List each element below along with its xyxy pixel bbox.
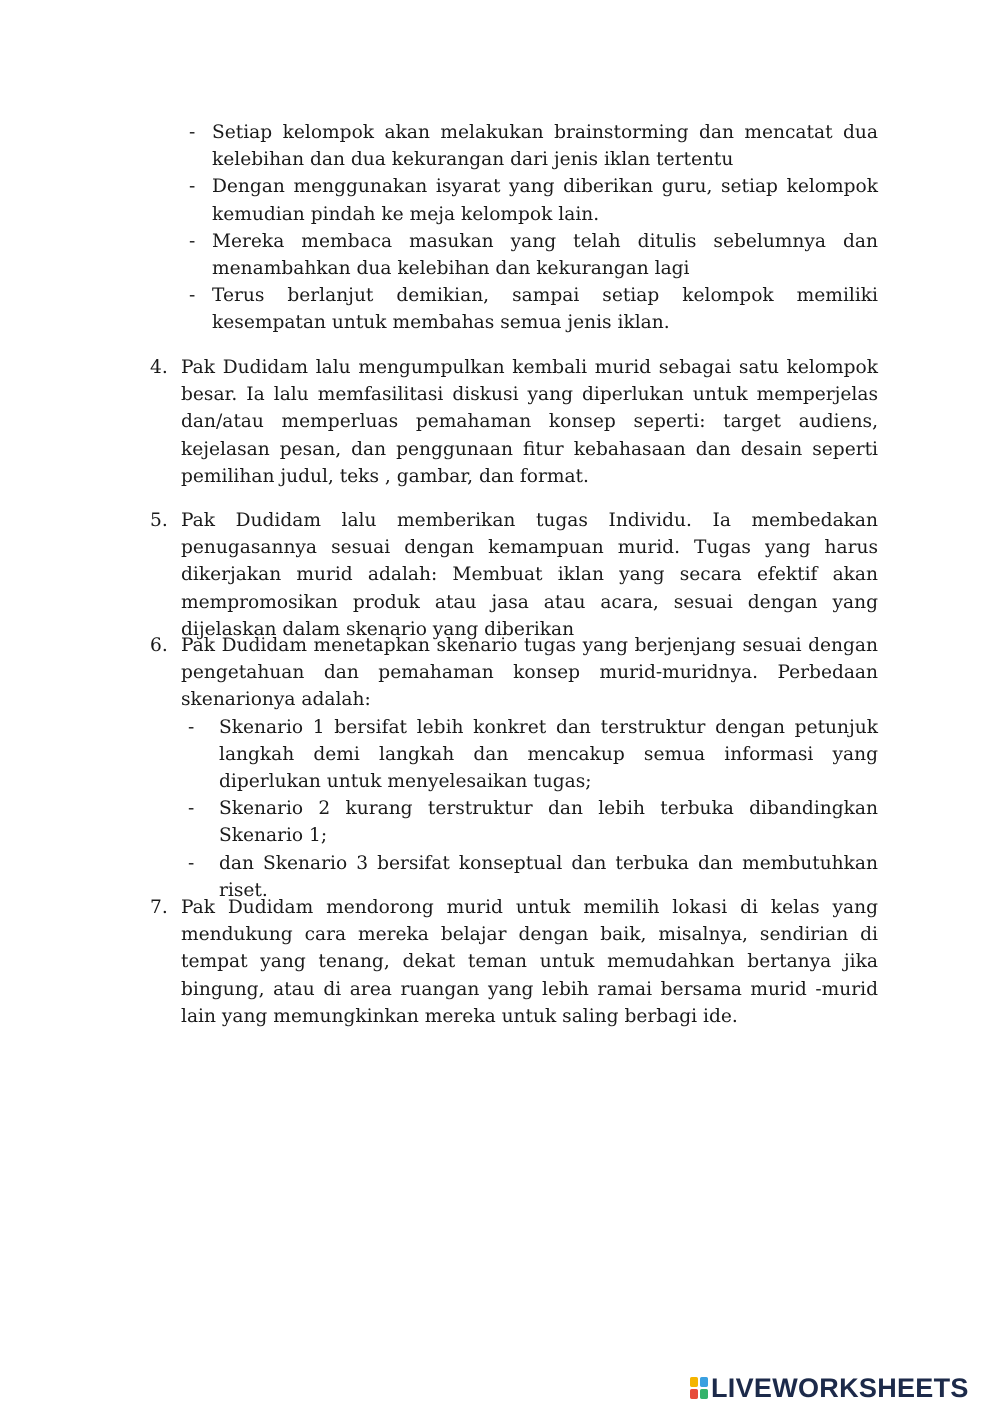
bullet-dash: -	[188, 716, 195, 738]
logo-square-red	[690, 1389, 698, 1399]
bullet-item	[189, 173, 878, 227]
sub-bullet-text: Skenario 2 kurang terstruktur dan lebih terbuka dibandingkan Skenario 1;	[219, 798, 878, 847]
numbered-item-5	[150, 507, 878, 643]
logo-text: LIVEWORKSHEETS	[711, 1372, 969, 1403]
logo-square-yellow	[690, 1377, 698, 1387]
item-text: Pak Dudidam menetapkan skenario tugas yang berjenjang sesuai dengan pengetahuan dan pemahaman konsep murid-muridnya. Perbedaan skenarionya adalah:	[181, 635, 878, 711]
sub-bullet-item	[188, 714, 878, 796]
item-text: Pak Dudidam lalu mengumpulkan kembali murid sebagai satu kelompok besar. Ia lalu memfasilitasi diskusi yang diperlukan untuk memperjelas dan/atau memperluas pemahaman konsep seperti: target audiens, kejelasan pesan, dan penggunaan fitur kebahasaan dan desain seperti pemilihan judul, teks , gambar, dan format.	[181, 357, 878, 487]
item-number: 7.	[150, 897, 168, 918]
numbered-item-7	[150, 894, 878, 1030]
top-bullet-list	[189, 119, 878, 337]
item-number: 6.	[150, 635, 168, 656]
bullet-text: Mereka membaca masukan yang telah ditulis sebelumnya dan menambahkan dua kelebihan dan kekurangan lagi	[212, 230, 878, 280]
bullet-dash: -	[188, 852, 195, 874]
bullet-item	[189, 282, 878, 336]
logo-square-blue	[700, 1377, 708, 1387]
logo-square-green	[700, 1389, 708, 1399]
bullet-item	[189, 119, 878, 173]
sub-bullet-text: Skenario 1 bersifat lebih konkret dan terstruktur dengan petunjuk langkah demi langkah dan mencakup semua informasi yang diperlukan untuk menyelesaikan tugas;	[219, 716, 878, 793]
logo-mark-icon	[690, 1377, 708, 1399]
bullet-text: Dengan menggunakan isyarat yang diberikan guru, setiap kelompok kemudian pindah ke meja kelompok lain.	[212, 176, 878, 225]
bullet-item	[189, 228, 878, 282]
bullet-dash: -	[189, 230, 196, 252]
item-text: Pak Dudidam lalu memberikan tugas Individu. Ia membedakan penugasannya sesuai dengan kemampuan murid. Tugas yang harus dikerjakan murid adalah: Membuat iklan yang secara efektif akan mempromosikan produk atau jasa atau acara, sesuai dengan yang dijelaskan dalam skenario yang diberikan	[181, 510, 878, 640]
numbered-item-6	[150, 632, 878, 904]
item-number: 4.	[150, 357, 168, 378]
item-number: 5.	[150, 510, 168, 531]
numbered-item-4	[150, 354, 878, 490]
bullet-dash: -	[189, 122, 196, 143]
sub-bullet-list	[188, 714, 878, 904]
sub-bullet-text: dan Skenario 3 bersifat konseptual dan terbuka dan membutuhkan riset.	[219, 852, 878, 901]
bullet-dash: -	[188, 798, 195, 820]
bullet-dash: -	[189, 285, 196, 307]
item-text: Pak Dudidam mendorong murid untuk memilih lokasi di kelas yang mendukung cara mereka belajar dengan baik, misalnya, sendirian di tempat yang tenang, dekat teman untuk memudahkan bertanya jika bingung, atau di area ruangan yang lebih ramai bersama murid -murid lain yang memungkinkan mereka untuk saling berbagi ide.	[181, 897, 878, 1027]
liveworksheets-logo[interactable]	[690, 1372, 969, 1404]
bullet-dash: -	[189, 176, 196, 198]
bullet-text: Terus berlanjut demikian, sampai setiap kelompok memiliki kesempatan untuk membahas semua jenis iklan.	[212, 285, 878, 334]
sub-bullet-item	[188, 795, 878, 849]
bullet-text: Setiap kelompok akan melakukan brainstorming dan mencatat dua kelebihan dan dua kekurangan dari jenis iklan tertentu	[212, 122, 878, 171]
